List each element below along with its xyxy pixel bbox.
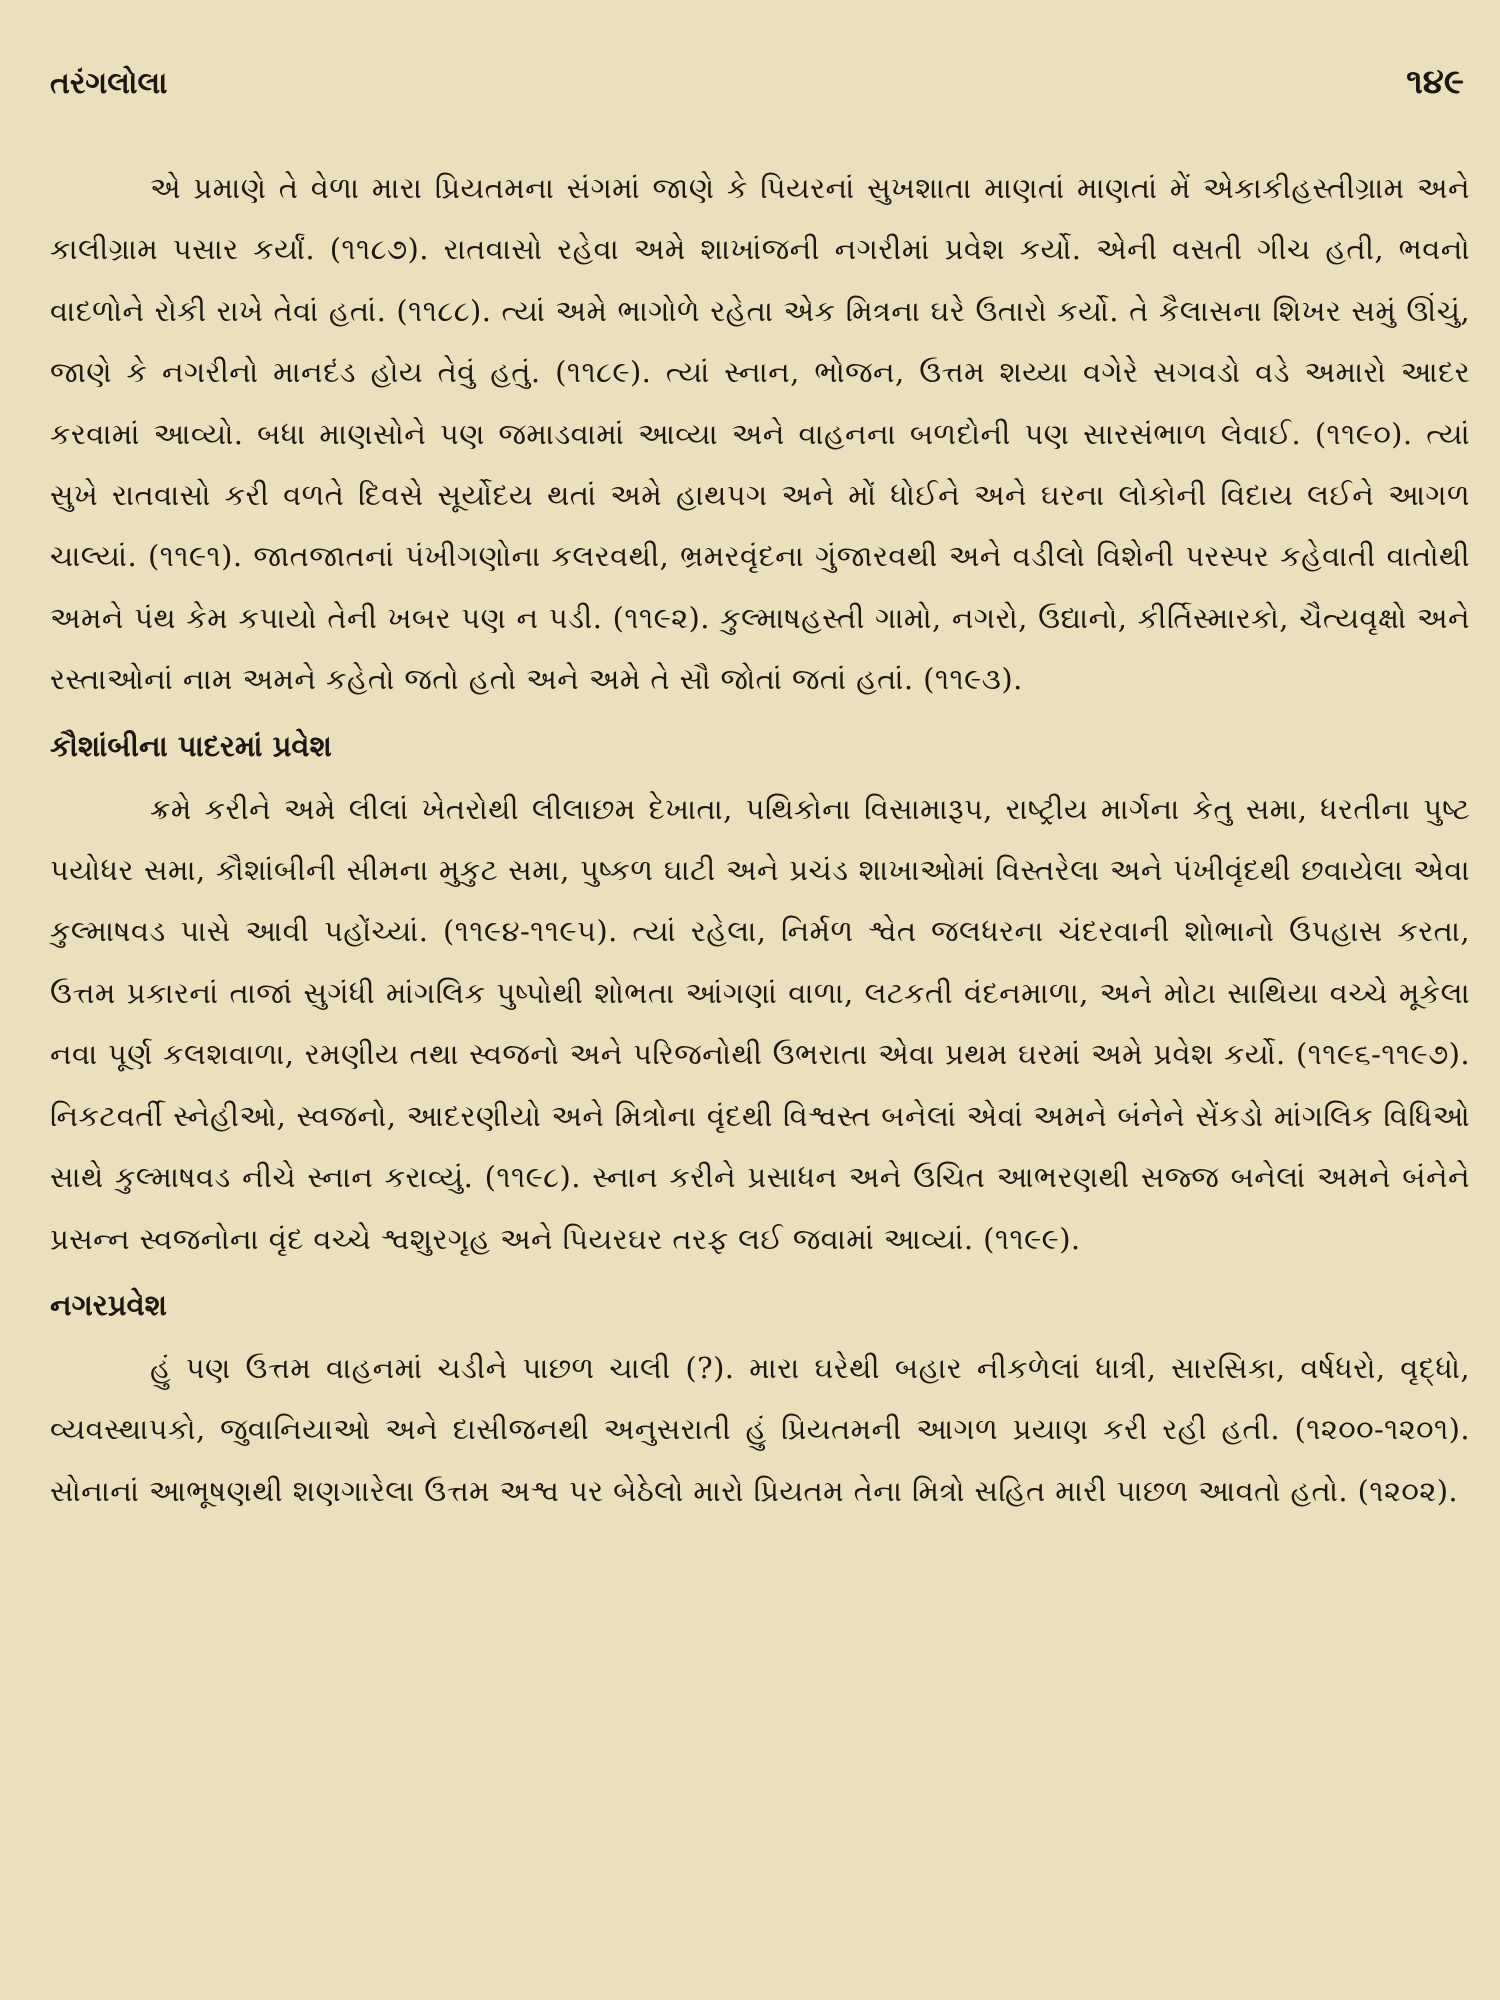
running-header [50,62,1470,118]
paragraph-2: ક્રમે કરીને અમે લીલાં ખેતરોથી લીલાછમ દેખાતા, પથિકોના વિસામારૂપ, રાષ્ટ્રીય માર્ગના કેતુ સમા, ધરતીના પુષ્ટ પયોધર સમા, કૌશાંબીની સીમના મુકુટ સમા, પુષ્કળ ઘાટી અને પ્રચંડ શાખાઓમાં વિસ્તરેલા અને પંખીવૃંદથી છવાયેલા એવા કુલ્માષવડ પાસે આવી પહોંચ્યાં. (૧૧૯૪-૧૧૯૫). ત્યાં રહેલા, નિર્મળ શ્વેત જલધરના ચંદરવાની શોભાનો ઉપહાસ કરતા, ઉત્તમ પ્રકારનાં તાજાં સુગંધી માંગલિક પુષ્પોથી શોભતા આંગણાં વાળા, લટકતી વંદનમાળા, અને મોટા સાથિયા વચ્ચે મૂકેલા નવા પૂર્ણ કલશવાળા, રમણીય તથા સ્વજનો અને પરિજનોથી ઉભરાતા એવા પ્રથમ ઘરમાં અમે પ્રવેશ કર્યો. (૧૧૯૬-૧૧૯૭). નિકટવર્તી સ્નેહીઓ, સ્વજનો, આદરણીયો અને મિત્રોના વૃંદથી વિશ્વસ્ત બનેલાં એવાં અમને બંનેને સેંકડો માંગલિક વિધિઓ સાથે કુલ્માષવડ નીચે સ્નાન કરાવ્યું. (૧૧૯૮). સ્નાન કરીને પ્રસાધન અને ઉચિત આભરણથી સજ્જ બનેલાં અમને બંનેને પ્રસન્ન સ્વજનોના વૃંદ વચ્ચે શ્વશુરગૃહ અને પિયરઘર તરફ લઈ જવામાં આવ્યાં. (૧૧૯૯). [50,791,1470,1256]
page-number: ૧૪૯ [1406,62,1464,102]
section-heading-nagarpravesh: નગરપ્રવેશ [50,1287,168,1322]
running-title: તરંગલોલા [50,66,168,101]
paragraph-1: એ પ્રમાણે તે વેળા મારા પ્રિયતમના સંગમાં જાણે કે પિયરનાં સુખશાતા માણતાં માણતાં મેં એકાકીહસ્તીગ્રામ અને કાલીગ્રામ પસાર કર્યાં. (૧૧૮૭). રાતવાસો રહેવા અમે શાખાંજની નગરીમાં પ્રવેશ કર્યો. એની વસતી ગીચ હતી, ભવનો વાદળોને રોકી રાખે તેવાં હતાં. (૧૧૮૮). ત્યાં અમે ભાગોળે રહેતા એક મિત્રના ઘરે ઉતારો કર્યો. તે કૈલાસના શિખર સમું ઊંચું, જાણે કે નગરીનો માનદંડ હોય તેવું હતું. (૧૧૮૯). ત્યાં સ્નાન, ભોજન, ઉત્તમ શય્યા વગેરે સગવડો વડે અમારો આદર કરવામાં આવ્યો. બધા માણસોને પણ જમાડવામાં આવ્યા અને વાહનના બળદોની પણ સારસંભાળ લેવાઈ. (૧૧૯૦). ત્યાં સુખે રાતવાસો કરી વળતે દિવસે સૂર્યોદય થતાં અમે હાથપગ અને મોં ધોઈને અને ઘરના લોકોની વિદાય લઈને આગળ ચાલ્યાં. (૧૧૯૧). જાતજાતનાં પંખીગણોના કલરવથી, ભ્રમરવૃંદના ગુંજારવથી અને વડીલો વિશેની પરસ્પર કહેવાતી વાતોથી અમને પંથ કેમ કપાયો તેની ખબર પણ ન પડી. (૧૧૯૨). કુલ્માષહસ્તી ગામો, નગરો, ઉદ્યાનો, કીર્તિસ્મારકો, ચૈત્યવૃક્ષો અને રસ્તાઓનાં નામ અમને કહેતો જતો હતો અને અમે તે સૌ જોતાં જતાં હતાં. (૧૧૯૩). [50,171,1470,697]
section-heading-kaushambi: કૌશાંબીના પાદરમાં પ્રવેશ [50,728,332,763]
paragraph-3: હું પણ ઉત્તમ વાહનમાં ચડીને પાછળ ચાલી (?). મારા ઘરેથી બહાર નીકળેલાં ધાત્રી, સારસિકા, વર્ષધરો, વૃદ્ધો, વ્યવસ્થાપકો, જુવાનિયાઓ અને દાસીજનથી અનુસરાતી હું પ્રિયતમની આગળ પ્રયાણ કરી રહી હતી. (૧૨૦૦-૧૨૦૧). સોનાનાં આભૂષણથી શણગારેલા ઉત્તમ અશ્વ પર બેઠેલો મારો પ્રિયતમ તેના મિત્રો સહિત મારી પાછળ આવતો હતો. (૧૨૦૨). [50,1350,1470,1508]
